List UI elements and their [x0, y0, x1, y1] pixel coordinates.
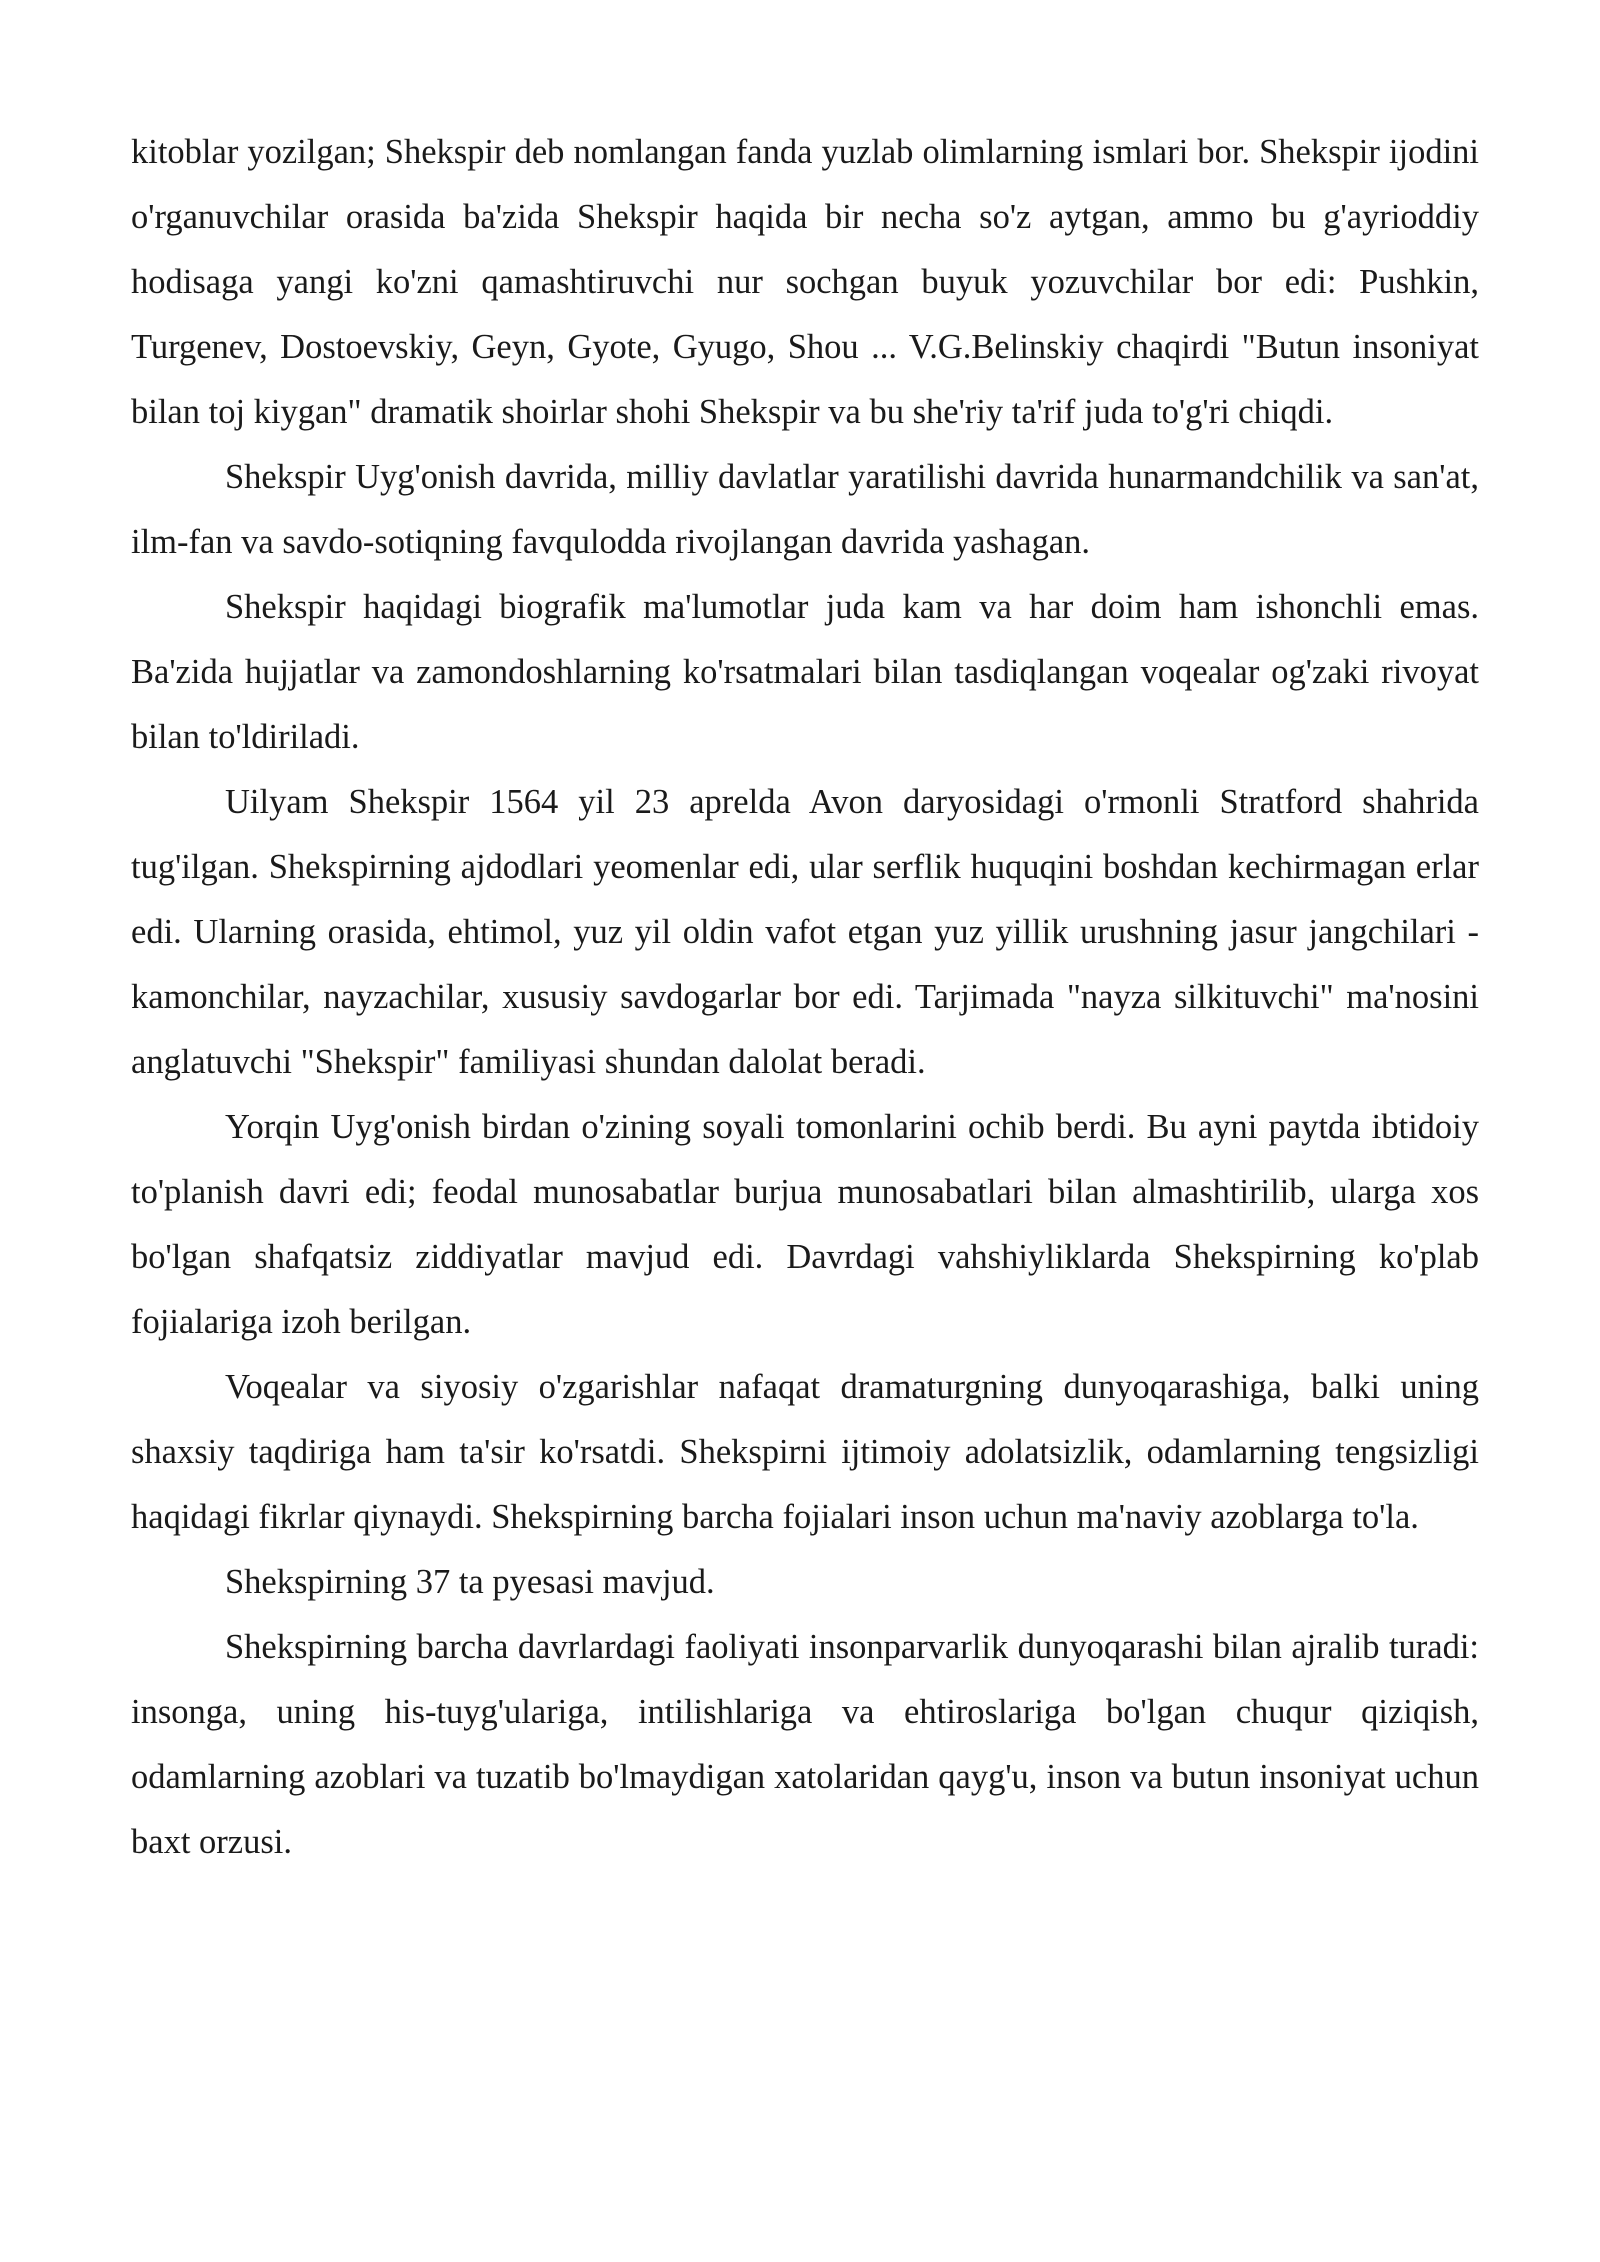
paragraph-political-changes: Voqealar va siyosiy o'zgarishlar nafaqat dramaturgning dunyoqarashiga, balki uning shaxsiy taqdiriga ham ta'sir ko'rsatdi. Shekspirni ijtimoiy adolatsizlik, odamlarning tengsizligi haqidagi fikrlar qiynaydi. Shekspirning barcha fojialari inson uchun ma'naviy azoblarga to'la.: [131, 1368, 1479, 1536]
paragraph-birth-ancestry: Uilyam Shekspir 1564 yil 23 aprelda Avon daryosidagi o'rmonli Stratford shahrida tug'ilgan. Shekspirning ajdodlari yeomenlar edi, ular serflik huquqini boshdan kechirmagan erlar edi. Ularning orasida, ehtimol, yuz yil oldin vafot etgan yuz yillik urushning jasur jangchilari - kamonchilar, nayzachilar, xususiy savdogarlar bor edi. Tarjimada "nayza silkituvchi" ma'nosini anglatuvchi "Shekspir" familiyasi shundan dalolat beradi.: [131, 783, 1479, 1081]
paragraph-plays-count: Shekspirning 37 ta pyesasi mavjud.: [225, 1563, 715, 1601]
paragraph-renaissance-era: Shekspir Uyg'onish davrida, milliy davlatlar yaratilishi davrida hunarmandchilik va san'at, ilm-fan va savdo-sotiqning favqulodda rivojlangan davrida yashagan.: [131, 458, 1479, 561]
paragraph-dark-side: Yorqin Uyg'onish birdan o'zining soyali tomonlarini ochib berdi. Bu ayni paytda ibtidoiy to'planish davri edi; feodal munosabatlar burjua munosabatlari bilan almashtirilib, ularga xos bo'lgan shafqatsiz ziddiyatlar mavjud edi. Davrdagi vahshiyliklarda Shekspirning ko'plab fojialariga izoh berilgan.: [131, 1108, 1479, 1341]
paragraph-biography-sources: Shekspir haqidagi biografik ma'lumotlar juda kam va har doim ham ishonchli emas. Ba'zida hujjatlar va zamondoshlarning ko'rsatmalari bilan tasdiqlangan voqealar og'zaki rivoyat bilan to'ldiriladi.: [131, 588, 1479, 756]
paragraph-intro-continuation: kitoblar yozilgan; Shekspir deb nomlangan fanda yuzlab olimlarning ismlari bor. Shekspir ijodini o'rganuvchilar orasida ba'zida Shekspir haqida bir necha so'z aytgan, ammo bu g'ayrioddiy hodisaga yangi ko'zni qamashtiruvchi nur sochgan buyuk yozuvchilar bor edi: Pushkin, Turgenev, Dostoevskiy, Geyn, Gyote, Gyugo, Shou ... V.G.Belinskiy chaqirdi "Butun insoniyat bilan toj kiygan" dramatik shoirlar shohi Shekspir va bu she'riy ta'rif juda to'g'ri chiqdi.: [131, 133, 1479, 431]
paragraph-humanism: Shekspirning barcha davrlardagi faoliyati insonparvarlik dunyoqarashi bilan ajralib turadi: insonga, uning his-tuyg'ulariga, intilishlariga va ehtiroslariga bo'lgan chuqur qiziqish, odamlarning azoblari va tuzatib bo'lmaydigan xatolaridan qayg'u, inson va butun insoniyat uchun baxt orzusi.: [131, 1628, 1479, 1861]
document-page: [131, 120, 1479, 1875]
